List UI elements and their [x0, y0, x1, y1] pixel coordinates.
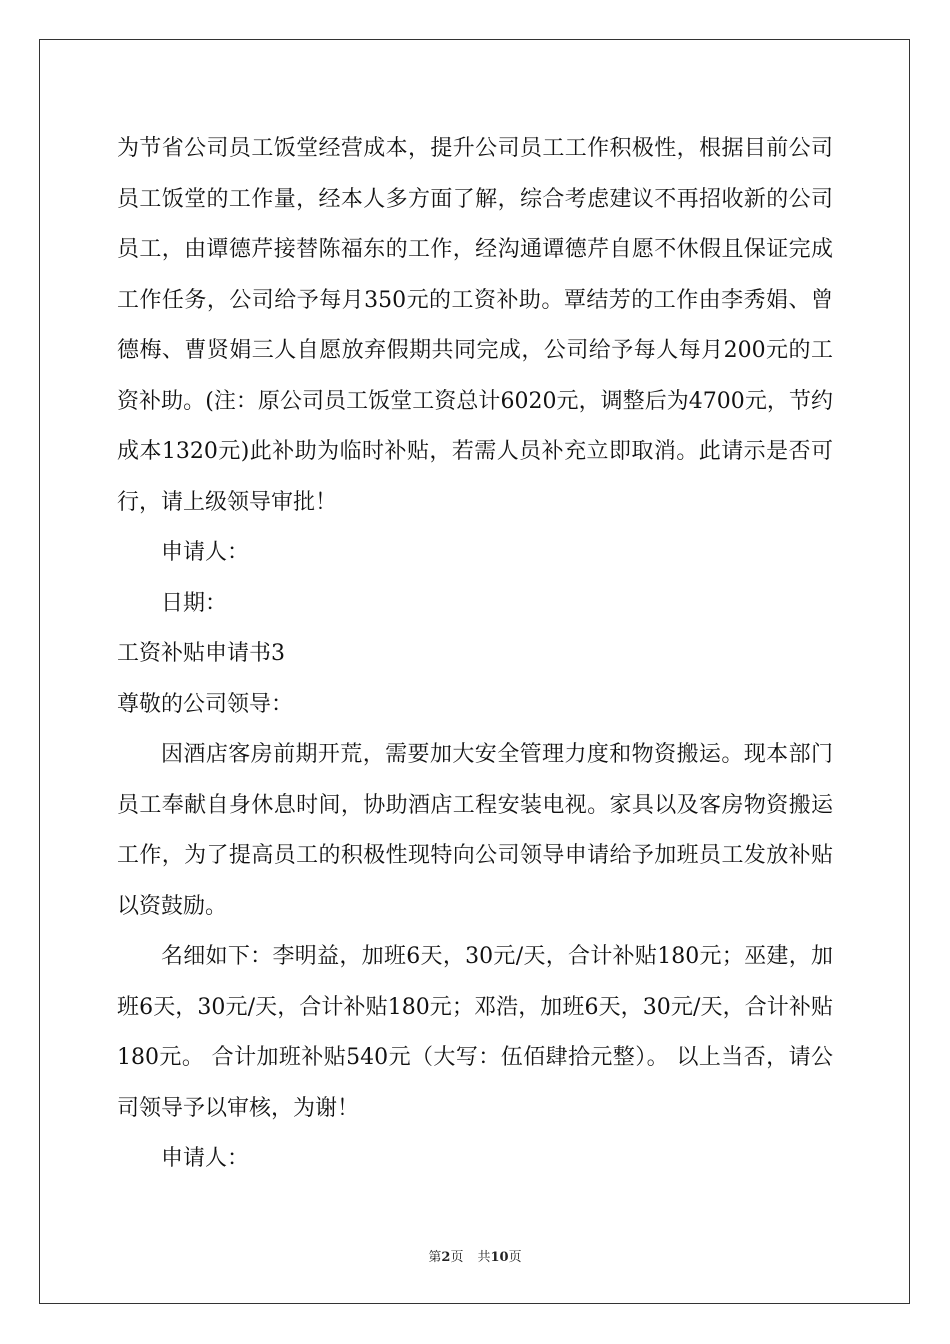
- salutation: 尊敬的公司领导：: [117, 691, 294, 717]
- section-title: 工资补贴申请书3: [117, 641, 285, 666]
- paragraph-background: 因酒店客房前期开荒，需要加大安全管理力度和物资搬运。现本部门员工奉献自身休息时间，协助酒店工程安装电视。家具以及客房物资搬运工作，为了提高员工的积极性现特向公司领导申请给予加班员工发放补贴以资鼓励。: [117, 742, 833, 919]
- document-body: [117, 124, 833, 1185]
- page-prefix: 第: [428, 1250, 442, 1265]
- page-number: 2: [441, 1250, 451, 1265]
- applicant-label-2: 申请人：: [161, 1146, 250, 1171]
- paragraph-details: 名细如下：李明益，加班6天，30元/天，合计补贴180元；巫建，加班6天，30元/天，合计补贴180元；邓浩，加班6天，30元/天，合计补贴180元。 合计加班补贴540元（大写：伍佰肆拾元整）。 以上当否，请公司领导予以审核，为谢！: [117, 944, 833, 1121]
- page-suffix: 页: [450, 1250, 464, 1265]
- total-pages: 10: [490, 1250, 509, 1265]
- paragraph-request-body: 为节省公司员工饭堂经营成本，提升公司员工工作积极性，根据目前公司员工饭堂的工作量，经本人多方面了解，综合考虑建议不再招收新的公司员工，由谭德芹接替陈福东的工作，经沟通谭德芹自愿不休假且保证完成工作任务，公司给予每月350元的工资补助。覃结芳的工作由李秀娟、曾德梅、曹贤娟三人自愿放弃假期共同完成，公司给予每人每月200元的工资补助。(注：原公司员工饭堂工资总计6020元，调整后为4700元，节约成本1320元)此补助为临时补贴，若需人员补充立即取消。此请示是否可行，请上级领导审批！: [117, 136, 833, 515]
- page-footer: [0, 1246, 950, 1265]
- total-suffix: 页: [508, 1250, 522, 1265]
- applicant-label: 申请人：: [161, 540, 250, 565]
- date-label: 日期：: [161, 590, 228, 616]
- total-prefix: 共: [477, 1250, 491, 1265]
